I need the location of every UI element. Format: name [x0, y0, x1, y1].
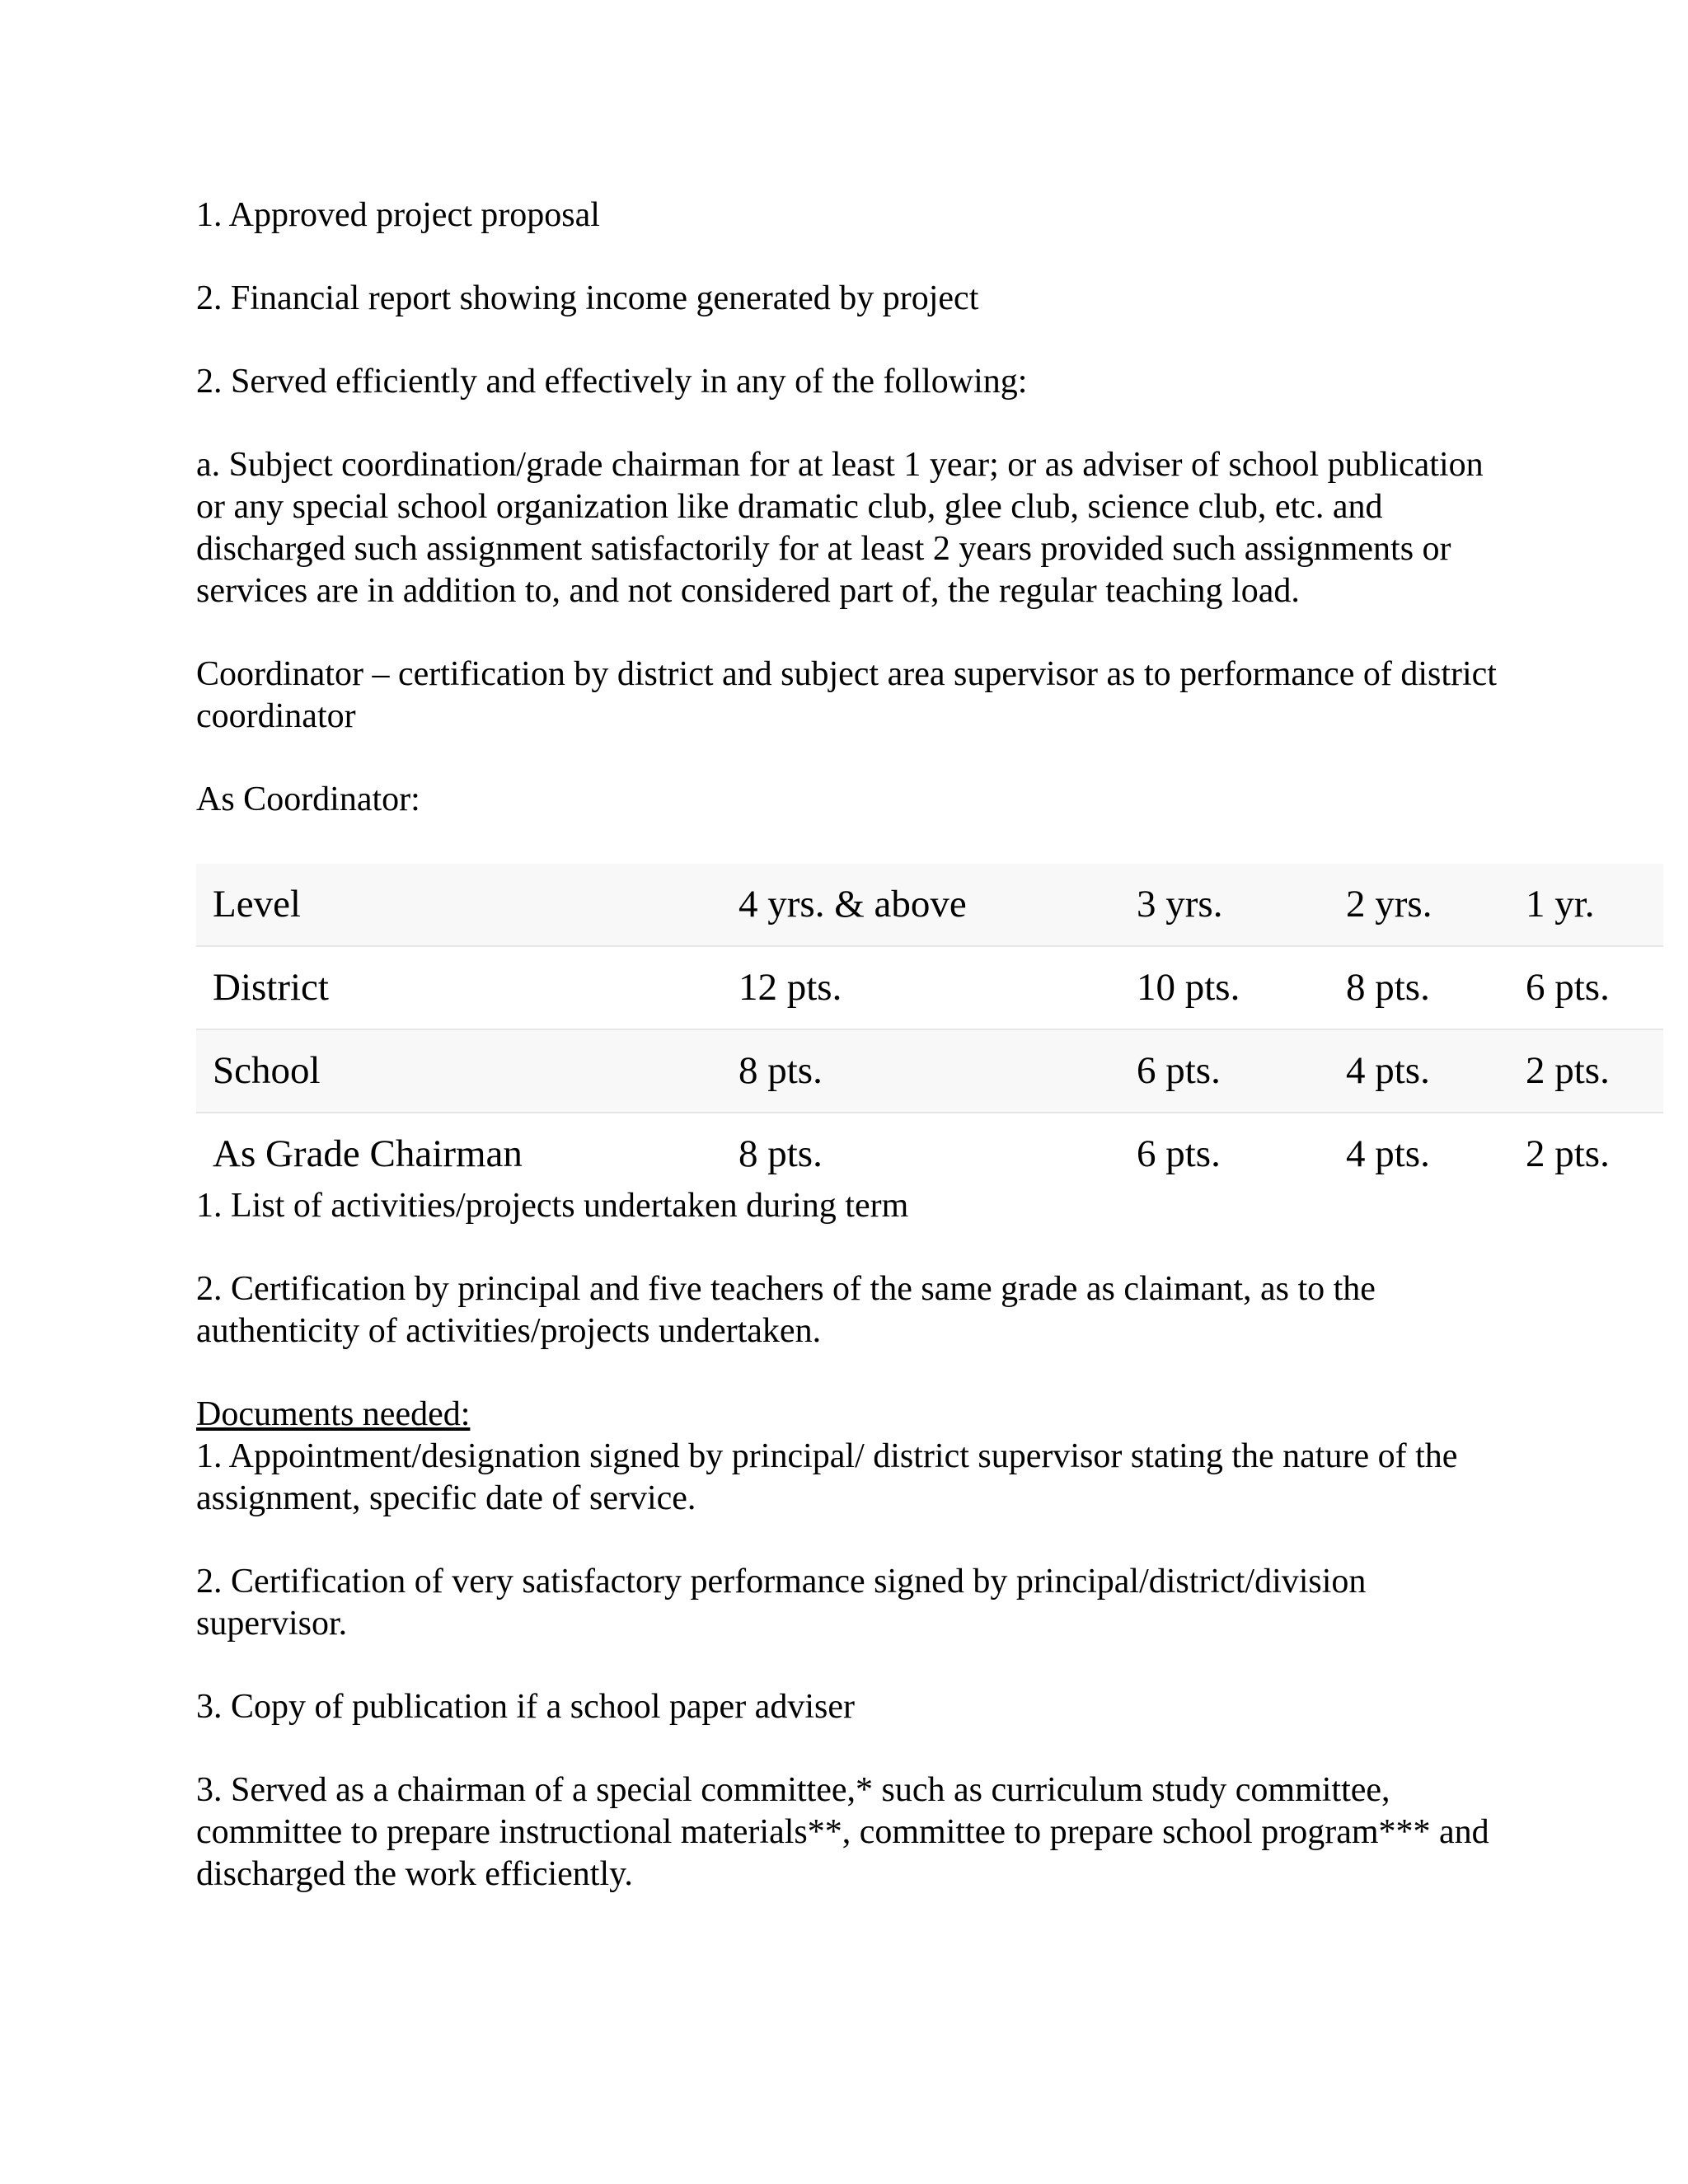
- table-row: [196, 946, 1663, 1029]
- chairman-item-1: 1. List of activities/projects undertaken during term: [196, 1187, 909, 1225]
- table-cell: 8 pts.: [1329, 946, 1509, 1029]
- item-a-paragraph: a. Subject coordination/grade chairman for at least 1 year; or as adviser of school publication or any special school organization like dramatic club, glee club, science club, etc. and discharged such assignment satisfactorily for at least 2 years provided such assignments or services are in addition to, and not considered part of, the regular teaching load.: [196, 446, 1484, 610]
- table-header-cell: 1 yr.: [1509, 864, 1663, 946]
- table-cell: As Grade Chairman: [213, 1132, 523, 1175]
- table-cell: 4 pts.: [1346, 1132, 1430, 1175]
- intro-item-1: 1. Approved project proposal: [196, 196, 600, 234]
- as-coordinator-label: As Coordinator:: [196, 780, 420, 818]
- coordinator-note: Coordinator – certification by district and subject area supervisor as to performance of district coordinator: [196, 655, 1497, 735]
- table-cell: 4 pts.: [1329, 1029, 1509, 1113]
- table-header-row: [196, 864, 1663, 946]
- coordinator-points-table-wrap: [196, 864, 1663, 1195]
- coordinator-points-table: [196, 864, 1663, 1195]
- chairman-item-2: 2. Certification by principal and five teachers of the same grade as claimant, as to the authenticity of activities/projects undertaken.: [196, 1270, 1376, 1350]
- document-item-2: 2. Certification of very satisfactory performance signed by principal/district/division supervisor.: [196, 1563, 1367, 1643]
- table-cell: 12 pts.: [722, 946, 1120, 1029]
- table-cell: 8 pts.: [722, 1029, 1120, 1113]
- document-item-3: 3. Copy of publication if a school paper adviser: [196, 1688, 855, 1726]
- table-cell: 8 pts.: [738, 1132, 823, 1175]
- document-content: [196, 194, 1610, 1937]
- table-cell: 6 pts.: [1120, 1029, 1329, 1113]
- table-cell: 10 pts.: [1120, 946, 1329, 1029]
- document-item-1: 1. Appointment/designation signed by principal/ district supervisor stating the nature of the assignment, specific date of service.: [196, 1437, 1458, 1517]
- table-header-cell: 2 yrs.: [1329, 864, 1509, 946]
- table-header-cell: 4 yrs. & above: [722, 864, 1120, 946]
- table-cell: School: [196, 1029, 722, 1113]
- documents-needed-heading: Documents needed:: [196, 1395, 471, 1433]
- intro-item-2: 2. Financial report showing income generated by project: [196, 279, 979, 317]
- table-header-cell: 3 yrs.: [1120, 864, 1329, 946]
- item-3-paragraph: 3. Served as a chairman of a special committee,* such as curriculum study committee, committee to prepare instructional materials**, committee to prepare school program*** and discharged the work efficiently.: [196, 1771, 1489, 1893]
- table-cell: District: [196, 946, 722, 1029]
- table-row: [196, 1113, 1663, 1195]
- table-row: [196, 1029, 1663, 1113]
- table-header-cell: Level: [196, 864, 722, 946]
- table-cell: 2 pts.: [1526, 1132, 1610, 1175]
- intro-item-3: 2. Served efficiently and effectively in any of the following:: [196, 363, 1028, 401]
- table-cell: 2 pts.: [1509, 1029, 1663, 1113]
- table-cell: 6 pts.: [1137, 1132, 1221, 1175]
- table-cell: 6 pts.: [1509, 946, 1663, 1029]
